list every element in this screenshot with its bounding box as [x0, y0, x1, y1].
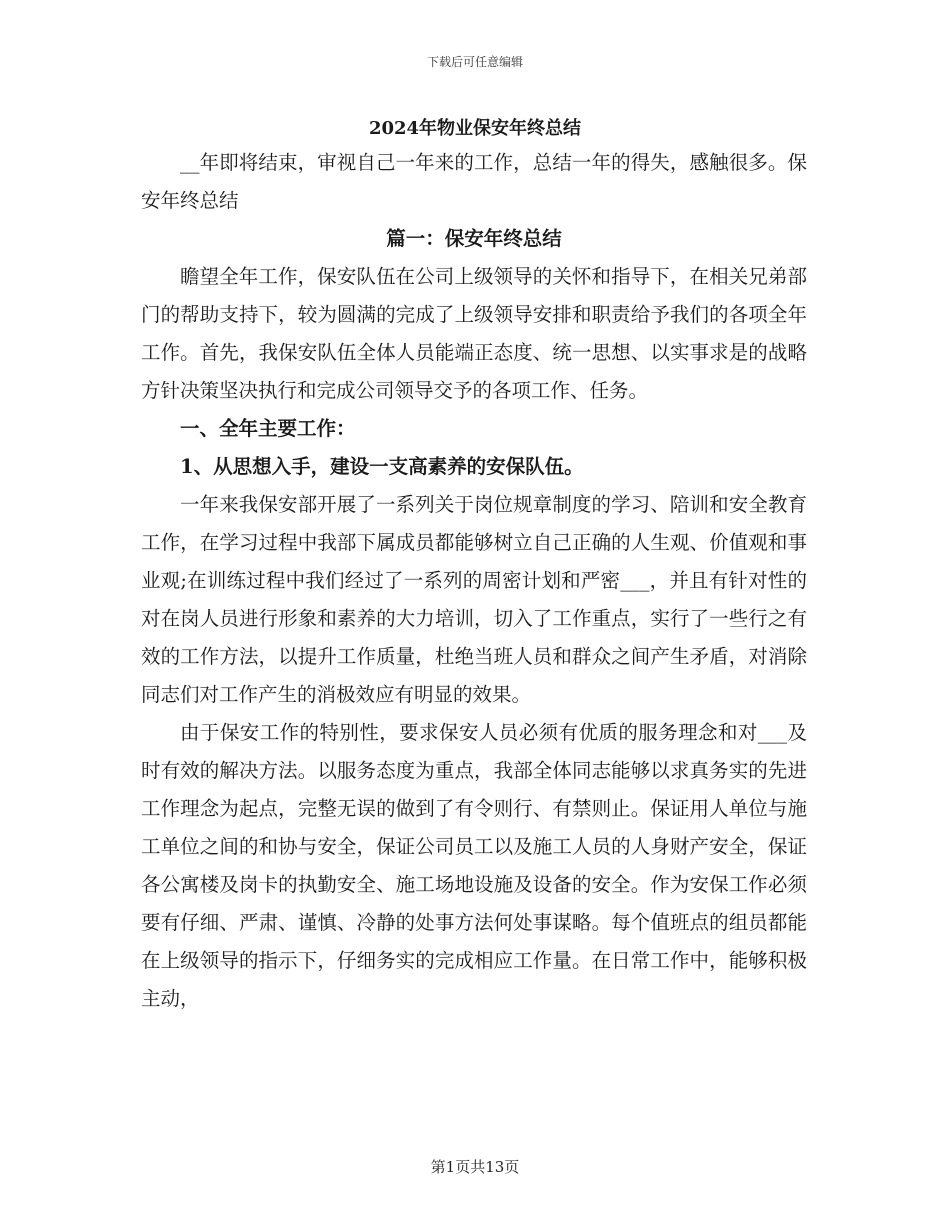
paragraph-2: 一年来我保安部开展了一系列关于岗位规章制度的学习、陪训和安全教育工作，在学习过程中我部下属成员都能够树立自己正确的人生观、价值观和事业观;在训练过程中我们经过了一系列的周密计划和严密___，并且有针对性的对在岗人员进行形象和素养的大力培训，切入了工作重点，实行了一些行之有效的工作方法，以提升工作质量，杜绝当班人员和群众之间产生矛盾，对消除同志们对工作产生的消极效应有明显的效果。 — [141, 493, 807, 706]
paragraph-1: 瞻望全年工作，保安队伍在公司上级领导的关怀和指导下，在相关兄弟部门的帮助支持下，较为圆满的完成了上级领导安排和职责给予我们的各项全年工作。首先，我保安队伍全体人员能端正态度、统一思想、以实事求是的战略方针决策坚决执行和完成公司领导交予的各项工作、任务。 — [141, 265, 807, 402]
document-body — [141, 144, 807, 1018]
intro-paragraph: __年即将结束，审视自己一年来的工作，总结一年的得失，感触很多。保安年终总结 — [141, 151, 807, 212]
paragraph-3: 由于保安工作的特别性，要求保安人员必须有优质的服务理念和对___及时有效的解决方法。以服务态度为重点，我部全体同志能够以求真务实的先进工作理念为起点，完整无误的做到了有令则行、有禁则止。保证用人单位与施工单位之间的和协与安全，保证公司员工以及施工人员的人身财产安全，保证各公寓楼及岗卡的执勤安全、施工场地设施及设备的安全。作为安保工作必须要有仔细、严肃、谨慎、冷静的处事方法何处事谋略。每个值班点的组员都能在上级领导的指示下，仔细务实的完成相应工作量。在日常工作中，能够积极主动， — [141, 721, 807, 1010]
heading-subsection-1: 1、从思想入手，建设一支高素养的安保队伍。 — [180, 455, 584, 478]
header-note: 下载后可任意编辑 — [426, 55, 523, 69]
document-title: 2024年物业保安年终总结 — [368, 118, 582, 139]
page-number: 第1页共13页 — [430, 1158, 520, 1176]
heading-main-work: 一、全年主要工作： — [180, 417, 356, 440]
section-title: 篇一：保安年终总结 — [386, 227, 562, 250]
